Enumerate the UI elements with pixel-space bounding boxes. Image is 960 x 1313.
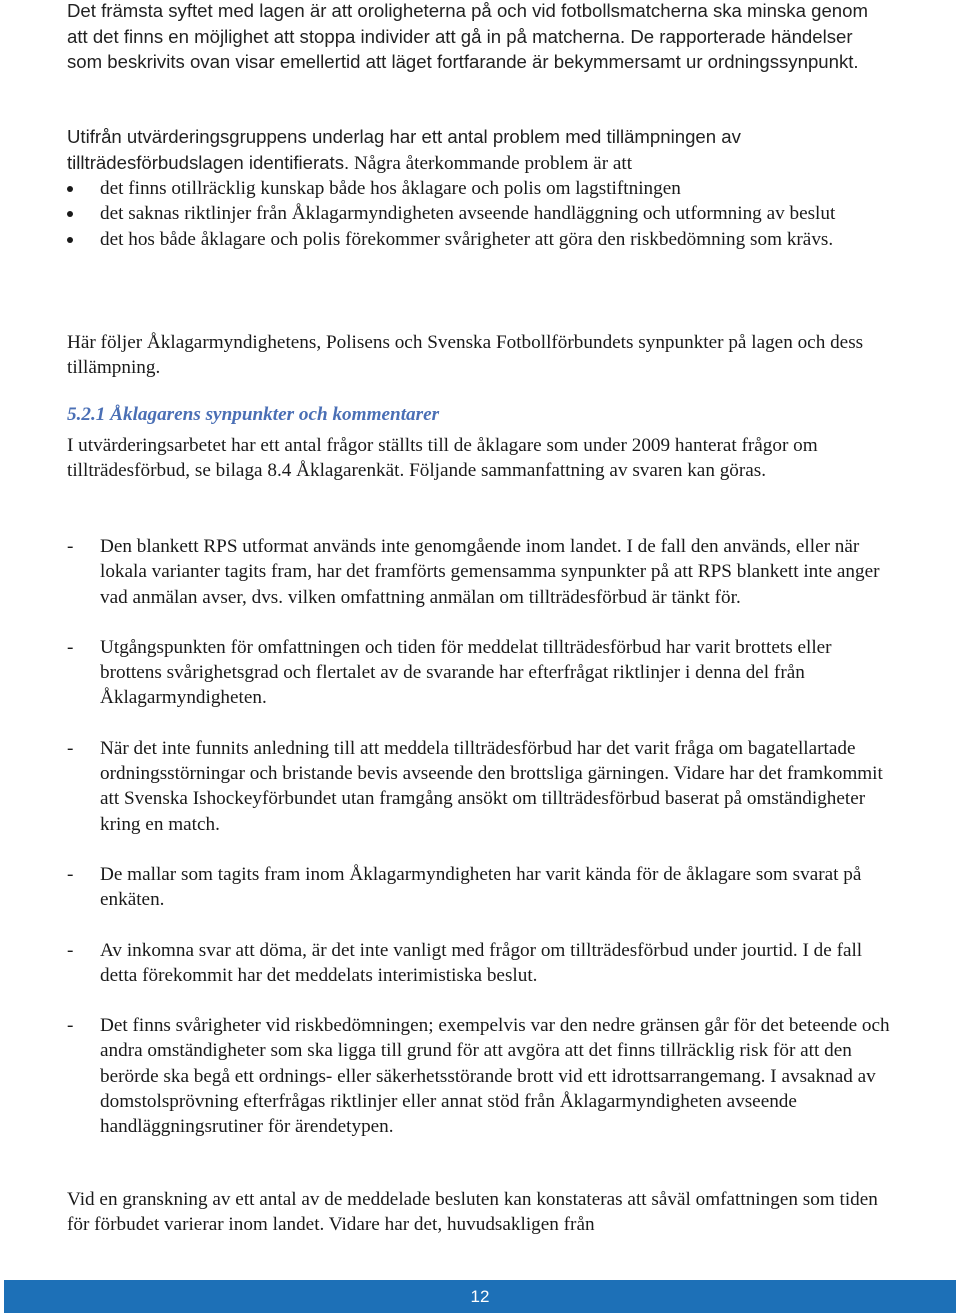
dash-marker: -	[67, 863, 74, 885]
findings-list	[67, 534, 897, 1165]
list-item	[67, 1013, 897, 1139]
conclusion-paragraph: Vid en granskning av ett antal av de meddelade besluten kan konstateras att såväl omfattningen som tiden för förbudet varierar inom landet. Vidare har det, huvudsakligen från	[67, 1189, 878, 1236]
page-number: 12	[470, 1287, 490, 1306]
finding-text: Utgångspunkten för omfattningen och tiden för meddelat tillträdesförbud har varit brottets eller brottens svårighetsgrad och flertalet av de svarande har efterfrågat riktlinjer i denna del från Åklagarmyndigheten.	[100, 636, 832, 709]
dash-marker: -	[67, 1015, 74, 1037]
list-item	[67, 736, 897, 837]
bullet-text: det finns otillräcklig kunskap både hos åklagare och polis om lagstiftningen	[100, 178, 681, 199]
bullet-text: det saknas riktlinjer från Åklagarmyndigheten avseende handläggning och utformning av beslut	[100, 203, 836, 225]
finding-text: Av inkomna svar att döma, är det inte vanligt med frågor om tillträdesförbud under jourtid. I de fall detta förekommit har det meddelats interimistiska beslut.	[100, 939, 863, 986]
list-item	[67, 201, 897, 226]
dash-marker: -	[67, 536, 74, 557]
bullet-icon	[67, 237, 73, 243]
list-item	[67, 227, 897, 252]
finding-text: När det inte funnits anledning till att meddela tillträdesförbud har det varit fråga om bagatellartade ordningsstörningar och bristande bevis avseende den brottsliga gärningen. Vidare har det framkommit att Svenska Ishockeyförbundet utan framgång ansökt om tillträdesförbud baserat på omständigheter kring en match.	[100, 737, 883, 835]
bullet-icon	[67, 186, 73, 192]
finding-text: Den blankett RPS utformat används inte genomgående inom landet. I de fall den används, eller när lokala varianter tagits fram, har det framförts gemensamma synpunkter på att RPS blankett inte anger vad anmälan avser, dvs. vilken omfattning anmälan om tillträdesförbud är tänkt för.	[100, 536, 880, 608]
bullet-text: det hos både åklagare och polis förekommer svårigheter att göra den riskbedömning som krävs.	[100, 228, 834, 250]
section-heading: 5.2.1 Åklagarens synpunkter och kommentarer	[67, 404, 440, 425]
dash-marker: -	[67, 636, 74, 658]
list-item	[67, 635, 897, 711]
list-item	[67, 938, 897, 989]
problem-bullet-list	[67, 176, 897, 252]
list-item	[67, 862, 897, 913]
finding-text: Det finns svårigheter vid riskbedömningen; exempelvis var den nedre gränsen går för det beteende och andra omständigheter som ska ligga till grund för att avgöra att det finns tillräcklig risk för att den berörde ska begå ett ordnings- eller säkerhetsstörande brott vid ett idrottsarrangemang. I avsaknad av domstolsprövning efterfrågas riktlinjer eller annat stöd från Åklagarmyndigheten avseende handläggningsrutiner för ärendetypen.	[100, 1015, 890, 1138]
views-intro-paragraph: Här följer Åklagarmyndighetens, Polisens och Svenska Fotbollförbundets synpunkter på lagen och dess tillämpning.	[67, 332, 864, 379]
intro-paragraph: Det främsta syftet med lagen är att oroligheterna på och vid fotbollsmatcherna ska minska genom att det finns en möjlighet att stoppa individer att gå in på matcherna. De rapporterade händelser som beskrivits ovan visar emellertid att läget fortfarande är bekymmersamt ur ordningssynpunkt.	[67, 0, 868, 72]
problems-intro-paragraph	[67, 124, 887, 176]
problems-lead-text: Några återkommande problem är att	[349, 152, 633, 174]
problems-intro-text: Utifrån utvärderingsgruppens underlag har ett antal problem med tillämpningen av tillträdesförbudslagen identifierats.	[67, 126, 741, 173]
survey-paragraph: I utvärderingsarbetet har ett antal frågor ställts till de åklagare som under 2009 hanterat frågor om tillträdesförbud, se bilaga 8.4 Åklagarenkät. Följande sammanfattning av svaren kan göras.	[67, 435, 818, 482]
bullet-icon	[67, 211, 73, 217]
list-item	[67, 534, 897, 610]
list-item	[67, 176, 897, 201]
dash-marker: -	[67, 939, 74, 961]
dash-marker: -	[67, 737, 74, 759]
finding-text: De mallar som tagits fram inom Åklagarmyndigheten har varit kända för de åklagare som svarat på enkäten.	[100, 863, 862, 911]
